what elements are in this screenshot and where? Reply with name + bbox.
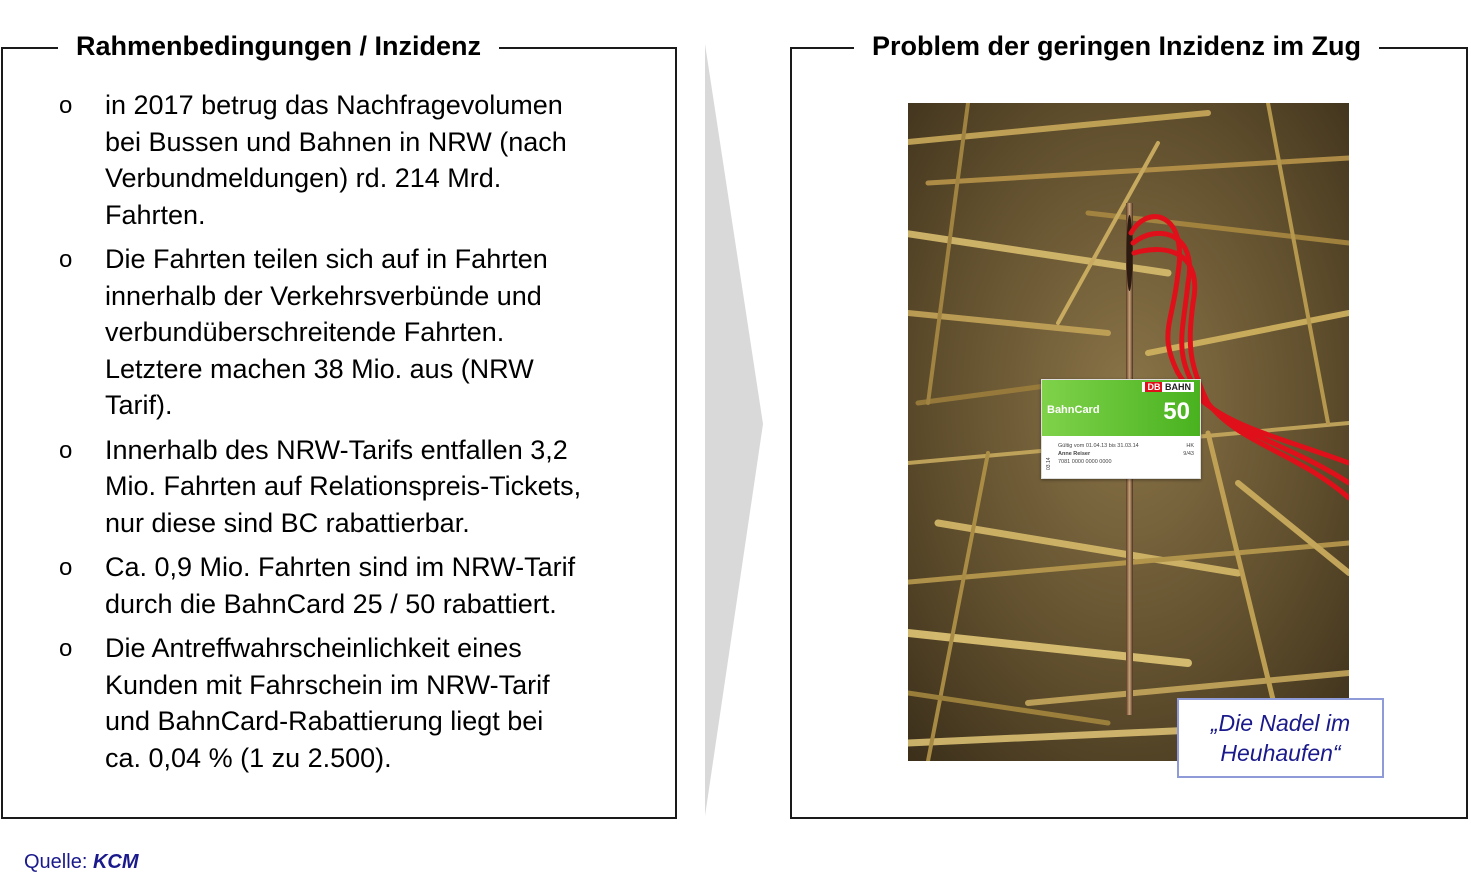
bullet-marker: o	[59, 436, 73, 464]
bullet-text: Die Antreffwahrscheinlichkeit eines Kunden mit Fahrschein im NRW-Tarif und BahnCard-Rabattierung liegt bei ca. 0,04 % (1 zu 2.500).	[105, 633, 550, 773]
db-logo-icon: DB	[1147, 382, 1161, 392]
list-item	[59, 241, 659, 424]
needle-haystack-photo	[908, 103, 1349, 761]
conditions-list	[59, 87, 659, 784]
bullet-text: in 2017 betrug das Nachfragevolumen bei Bussen und Bahnen in NRW (nach Verbundmeldungen) rd. 214 Mrd. Fahrten.	[105, 90, 567, 230]
incidence-panel-title: Problem der geringen Inzidenz im Zug	[854, 25, 1379, 67]
quote-box	[1177, 698, 1384, 778]
card-holder: Anne Reiser	[1058, 451, 1091, 457]
card-class-label: HK	[1186, 443, 1194, 449]
list-item	[59, 87, 659, 233]
conditions-panel	[1, 31, 677, 819]
list-item	[59, 630, 659, 776]
bullet-marker: o	[59, 554, 73, 581]
bahncard-number: 50	[1163, 398, 1190, 425]
bullet-marker: o	[59, 635, 73, 662]
arrow-chevron-icon	[705, 44, 763, 816]
quote-line-2: Heuhaufen“	[1220, 740, 1341, 766]
list-item	[59, 432, 659, 542]
bahncard-name: BahnCard	[1047, 404, 1100, 416]
card-number-text: 7081 0000 0000 0000	[1058, 459, 1112, 465]
card-validity: Gültig vom 01.04.13 bis 31.03.14	[1058, 443, 1139, 449]
source-value: KCM	[92, 851, 139, 873]
list-item	[59, 549, 659, 622]
bahn-text: BAHN	[1165, 382, 1191, 392]
bullet-text: Innerhalb des NRW-Tarifs entfallen 3,2 Mio. Fahrten auf Relationspreis-Tickets, nur diese sind BC rabattierbar.	[105, 434, 582, 538]
card-side-code: 03.14	[1046, 457, 1052, 470]
quote-line-1: „Die Nadel im	[1210, 710, 1351, 736]
bullet-text: Die Fahrten teilen sich auf in Fahrten innerhalb der Verkehrsverbünde und verbundüberschreitende Fahrten. Letztere machen 38 Mio. aus (NRW Tarif).	[105, 244, 548, 420]
source-label: Quelle:	[24, 851, 88, 873]
bahncard-image	[1041, 379, 1201, 479]
bullet-marker: o	[59, 92, 73, 119]
bullet-marker: o	[59, 246, 73, 273]
source-note	[24, 851, 138, 874]
bullet-text: Ca. 0,9 Mio. Fahrten sind im NRW-Tarif durch die BahnCard 25 / 50 rabattiert.	[105, 552, 576, 619]
conditions-panel-title: Rahmenbedingungen / Inzidenz	[58, 25, 499, 67]
card-class-value: 9/43	[1183, 451, 1194, 457]
